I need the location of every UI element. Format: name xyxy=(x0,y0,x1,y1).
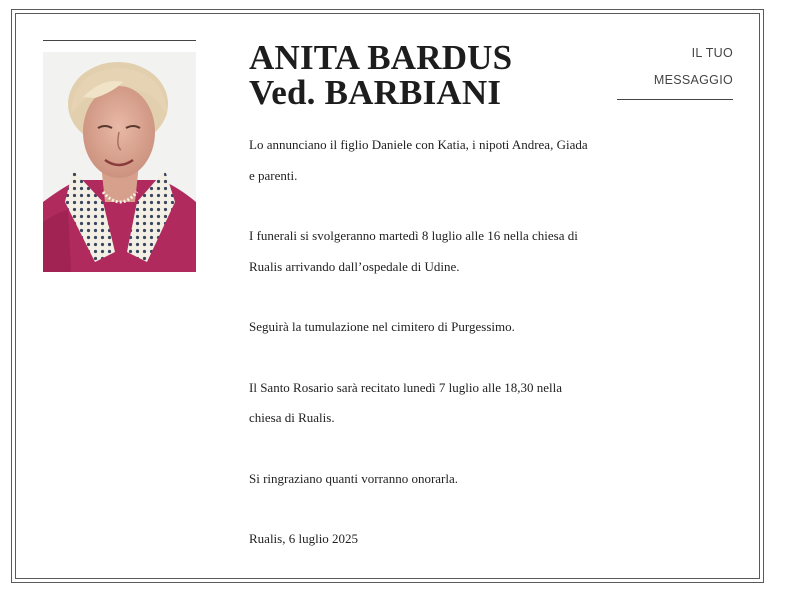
name-line-2: Ved. BARBIANI xyxy=(249,73,502,112)
place-date-paragraph: Rualis, 6 luglio 2025 xyxy=(249,531,359,546)
photo-top-rule xyxy=(43,40,196,41)
message-link-line-2: MESSAGGIO xyxy=(653,73,733,87)
funeral-paragraph: I funerali si svolgeranno martedì 8 luglio alle 16 nella chiesa di Rualis arrivando dall’ospedale di Udine. xyxy=(249,228,578,274)
burial-paragraph: Seguirà la tumulazione nel cimitero di Purgessimo. xyxy=(249,319,515,334)
message-link-underline xyxy=(617,99,733,100)
portrait-photo xyxy=(43,52,196,272)
announcement-paragraph: Lo annunciano il figlio Daniele con Katia, i nipoti Andrea, Giada e parenti. xyxy=(249,137,588,183)
thanks-paragraph: Si ringraziano quanti vorranno onorarla. xyxy=(249,470,459,486)
name-line-1: ANITA BARDUS xyxy=(249,38,513,77)
deceased-name xyxy=(249,40,512,110)
your-message-link[interactable] xyxy=(617,40,733,94)
notice-body xyxy=(249,130,589,555)
rosary-paragraph: Il Santo Rosario sarà recitato lunedì 7 luglio alle 18,30 nella chiesa di Rualis. xyxy=(249,379,563,425)
message-link-line-1: IL TUO xyxy=(691,46,733,60)
